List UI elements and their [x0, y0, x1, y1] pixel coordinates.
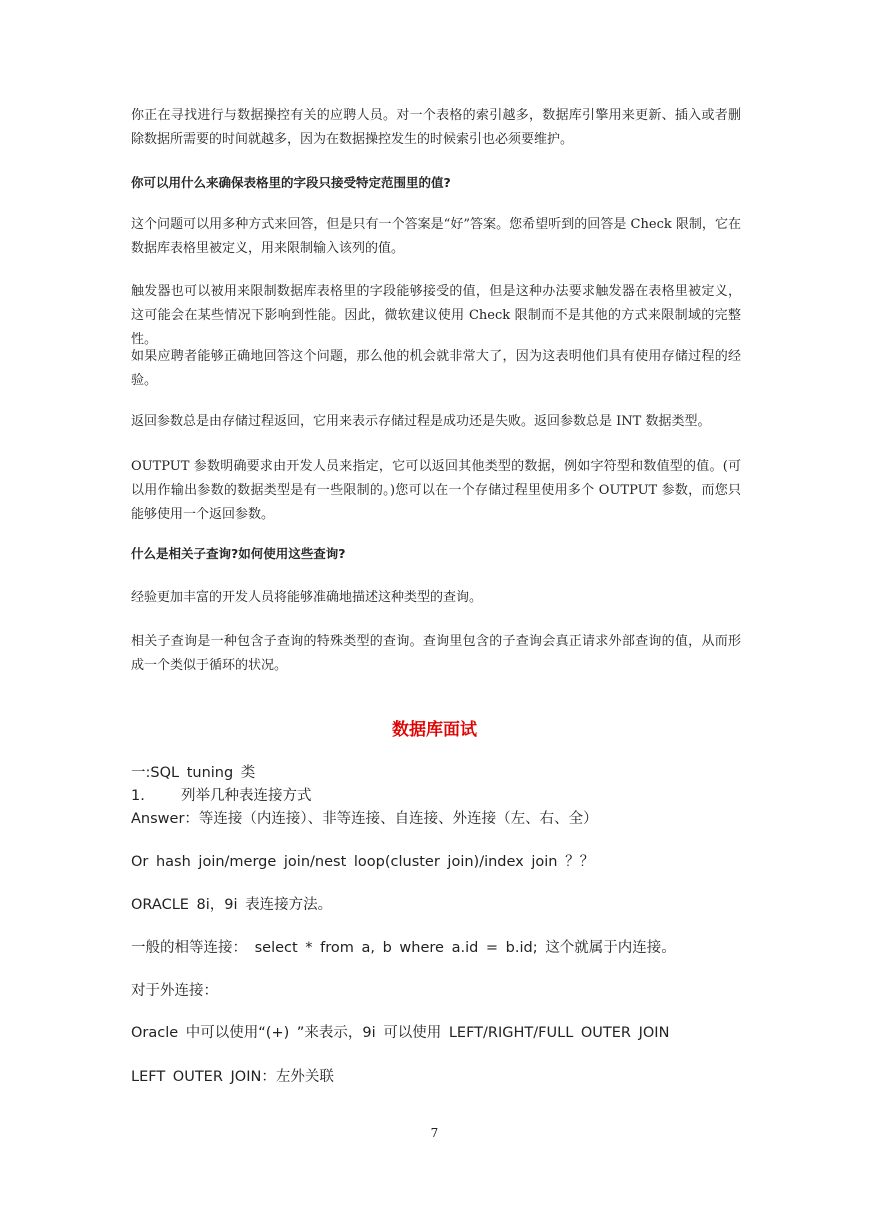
question-heading-check: 你可以用什么来确保表格里的字段只接受特定范围里的值?: [131, 175, 451, 190]
oracle-outer-join-syntax: Oracle 中可以使用“(+) ”来表示，9i 可以使用 LEFT/RIGHT/FULL OUTER JOIN: [131, 1025, 670, 1041]
question-heading-subquery: 什么是相关子查询?如何使用这些查询?: [131, 546, 346, 561]
list-item-number: 1.: [131, 788, 145, 804]
join-methods-line: Or hash join/merge join/nest loop(cluster join)/index join ？？: [131, 854, 595, 870]
left-outer-join-line: LEFT OUTER JOIN：左外关联: [131, 1069, 334, 1085]
paragraph-trigger: 触发器也可以被用来限制数据库表格里的字段能够接受的值，但是这种办法要求触发器在表格里被定义，这可能会在某些情况下影响到性能。因此，微软建议使用 Check 限制而不是其他的方式来限制域的完整性。: [131, 284, 741, 347]
paragraph-stored-procedure: 如果应聘者能够正确地回答这个问题，那么他的机会就非常大了，因为这表明他们具有使用存储过程的经验。: [131, 349, 741, 388]
page-number: 7: [430, 1126, 439, 1140]
paragraph-correlated-subquery: 相关子查询是一种包含子查询的特殊类型的查询。查询里包含的子查询会真正请求外部查询的值，从而形成一个类似于循环的状况。: [131, 634, 741, 673]
section-title: 数据库面试: [392, 720, 477, 740]
list-item-join-types: [131, 785, 771, 807]
paragraph-return-parameter: 返回参数总是由存储过程返回，它用来表示存储过程是成功还是失败。返回参数总是 INT 数据类型。: [131, 414, 711, 429]
sql-heading: 一:SQL tuning 类: [131, 765, 256, 781]
oracle-version-line: ORACLE 8i，9i 表连接方法。: [131, 897, 333, 913]
paragraph-output-parameter: OUTPUT 参数明确要求由开发人员来指定，它可以返回其他类型的数据，例如字符型和数值型的值。(可以用作输出参数的数据类型是有一些限制的。)您可以在一个存储过程里使用多个 OUTPUT 参数，而您只能够使用一个返回参数。: [131, 459, 741, 522]
equal-join-line: 一般的相等连接： select * from a, b where a.id = b.id; 这个就属于内连接。: [131, 940, 676, 956]
list-item-text: 列举几种表连接方式: [181, 788, 312, 804]
paragraph-experience: 经验更加丰富的开发人员将能够准确地描述这种类型的查询。: [131, 590, 483, 605]
answer-line: Answer：等连接（内连接）、非等连接、自连接、外连接（左、右、全）: [131, 811, 598, 827]
outer-join-intro: 对于外连接：: [131, 983, 218, 999]
paragraph-check-answer: 这个问题可以用多种方式来回答，但是只有一个答案是“好”答案。您希望听到的回答是 Check 限制，它在数据库表格里被定义，用来限制输入该列的值。: [131, 217, 741, 256]
paragraph-intro: 你正在寻找进行与数据操控有关的应聘人员。对一个表格的索引越多，数据库引擎用来更新、插入或者删除数据所需要的时间就越多，因为在数据操控发生的时候索引也必须要维护。: [131, 108, 741, 147]
